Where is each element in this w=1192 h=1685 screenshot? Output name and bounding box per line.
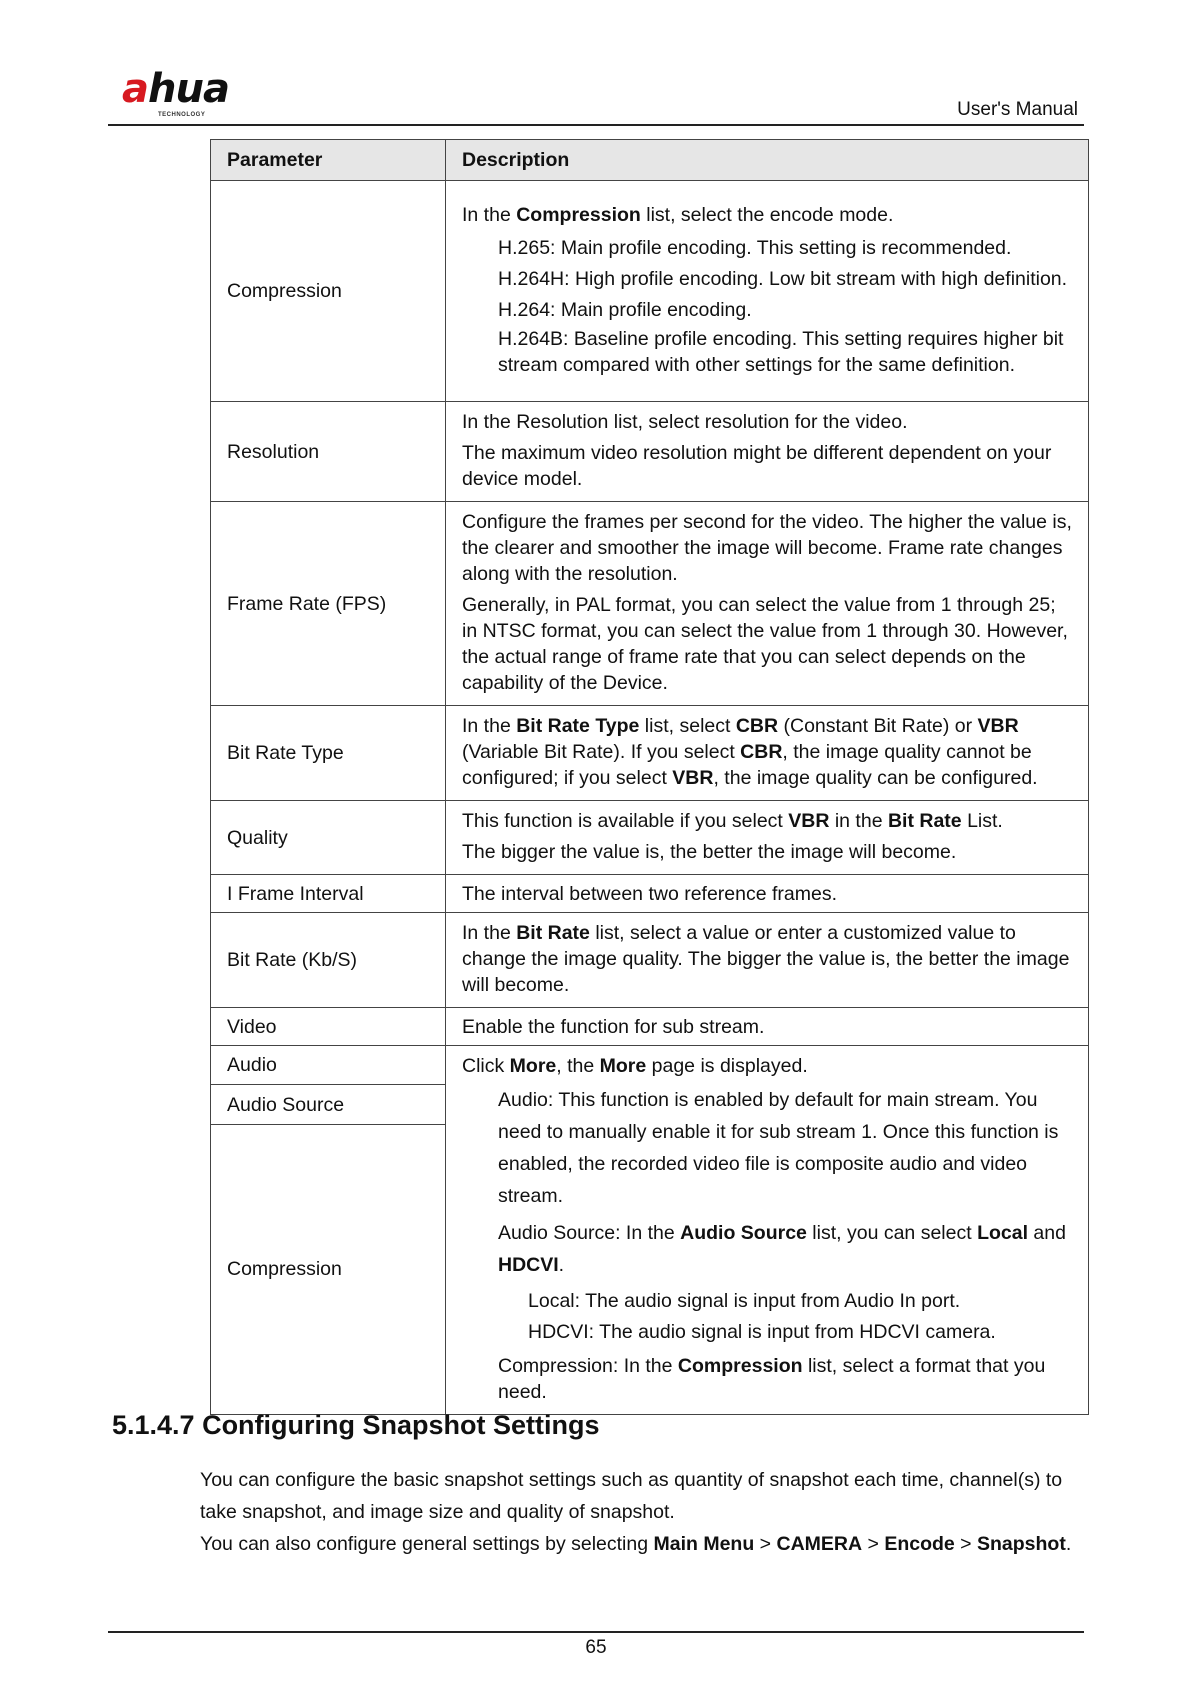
- param-cell: Compression: [211, 1124, 446, 1414]
- desc-cell: [446, 1046, 1089, 1415]
- desc-line: In the Resolution list, select resolution for the video.: [462, 411, 908, 433]
- bullet-item: H.264B: Baseline profile encoding. This setting requires higher bit stream compared with other settings for the same definition.: [498, 328, 1064, 376]
- table-row: [211, 1046, 1089, 1085]
- logo-letter-a: a: [122, 66, 148, 112]
- param-cell: I Frame Interval: [211, 875, 446, 913]
- param-cell: Video: [211, 1008, 446, 1046]
- desc-line: This function is available if you select VBR in the Bit Rate List.: [462, 810, 1003, 832]
- section-heading: 5.1.4.7 Configuring Snapshot Settings: [112, 1410, 600, 1440]
- param-cell: Audio Source: [211, 1085, 446, 1124]
- table-row: [211, 875, 1089, 913]
- desc-line: Configure the frames per second for the video. The higher the value is, the clearer and smoother the image will become. Frame rate changes along with the resolution.: [462, 511, 1072, 585]
- desc-cell: [446, 502, 1089, 706]
- param-cell: Bit Rate (Kb/S): [211, 913, 446, 1008]
- desc-cell: [446, 706, 1089, 801]
- desc-cell: [446, 801, 1089, 875]
- desc-line: The maximum video resolution might be different dependent on your device model.: [462, 442, 1052, 490]
- dahua-logo: [122, 66, 262, 122]
- desc-cell: The interval between two reference frames.: [446, 875, 1089, 913]
- table-row: [211, 402, 1089, 502]
- desc-cell: Enable the function for sub stream.: [446, 1008, 1089, 1046]
- table-row: [211, 1008, 1089, 1046]
- desc-cell: [446, 402, 1089, 502]
- bullet-item: H.264: Main profile encoding.: [498, 299, 752, 321]
- manual-title: User's Manual: [957, 99, 1078, 120]
- section-paragraph: You can configure the basic snapshot settings such as quantity of snapshot each time, channel(s) to take snapshot, and image size and quality of snapshot.: [200, 1469, 1063, 1523]
- section-paragraph: You can also configure general settings by selecting Main Menu > CAMERA > Encode > Snapshot.: [200, 1533, 1072, 1555]
- desc-line: The bigger the value is, the better the image will become.: [462, 841, 957, 863]
- desc-cell: [446, 181, 1089, 402]
- sub-bullet-item: Local: The audio signal is input from Audio In port.: [528, 1290, 961, 1312]
- table-row: [211, 913, 1089, 1008]
- table-row: [211, 181, 1089, 402]
- param-cell: Bit Rate Type: [211, 706, 446, 801]
- param-cell: Audio: [211, 1046, 446, 1085]
- bullet-item: H.264H: High profile encoding. Low bit stream with high definition.: [498, 268, 1068, 290]
- table-row: [211, 801, 1089, 875]
- parameter-table: [210, 139, 1089, 1415]
- col-header-parameter: Parameter: [211, 140, 446, 181]
- bullet-item: Audio: This function is enabled by default for main stream. You need to manually enable it for sub stream 1. Once this function is enabled, the recorded video file is composite audio and video stream.: [498, 1089, 1059, 1207]
- desc-line: In the Bit Rate Type list, select CBR (Constant Bit Rate) or VBR (Variable Bit Rate). If you select CBR, the image quality cannot be configured; if you select VBR, the image quality can be configured.: [462, 715, 1038, 789]
- table-row: [211, 706, 1089, 801]
- logo-text: hua: [148, 66, 229, 112]
- param-cell: Quality: [211, 801, 446, 875]
- desc-line: In the Compression list, select the encode mode.: [462, 204, 894, 226]
- bullet-item: H.265: Main profile encoding. This setting is recommended.: [498, 237, 1012, 259]
- table-header-row: [211, 140, 1089, 181]
- col-header-description: Description: [446, 140, 1089, 181]
- footer-divider: [108, 1631, 1084, 1633]
- page-number: 65: [585, 1637, 607, 1658]
- param-cell: Compression: [211, 181, 446, 402]
- bullet-item: Audio Source: In the Audio Source list, you can select Local and HDCVI.: [498, 1222, 1066, 1276]
- sub-bullet-item: HDCVI: The audio signal is input from HDCVI camera.: [528, 1321, 996, 1343]
- table-row: [211, 502, 1089, 706]
- desc-cell: [446, 913, 1089, 1008]
- logo-tagline: TECHNOLOGY: [158, 112, 206, 118]
- bullet-item: Compression: In the Compression list, select a format that you need.: [498, 1355, 1046, 1403]
- param-cell: Frame Rate (FPS): [211, 502, 446, 706]
- desc-line: In the Bit Rate list, select a value or enter a customized value to change the image quality. The bigger the value is, the better the image will become.: [462, 922, 1070, 996]
- param-cell: Resolution: [211, 402, 446, 502]
- desc-line: Click More, the More page is displayed.: [462, 1055, 808, 1077]
- desc-line: Generally, in PAL format, you can select the value from 1 through 25; in NTSC format, you can select the value from 1 through 30. However, the actual range of frame rate that you can select depends on the capability of the Device.: [462, 594, 1068, 694]
- header-divider: [108, 124, 1084, 126]
